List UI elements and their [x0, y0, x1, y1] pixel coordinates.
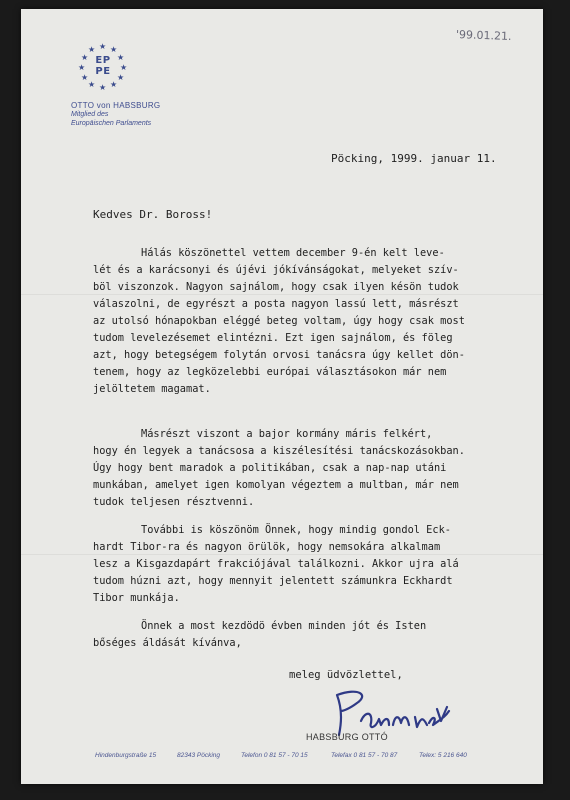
text-line: böl viszonzok. Nagyon sajnálom, hogy csak ilyen késön tudok	[93, 281, 459, 293]
star-icon: ★	[88, 80, 96, 89]
text-line: hogy én legyek a tanácsosa a kiszélesítési tanácskozásokban.	[93, 445, 465, 457]
text-line: bőséges áldását kívánva,	[93, 637, 242, 649]
paragraph-3	[93, 522, 503, 607]
footer-street: Hindenburgstraße 15	[95, 752, 157, 759]
text-line: Önnek a most kezdödö évben minden jót és Isten	[141, 620, 427, 632]
letter-sheet	[21, 9, 543, 784]
text-line: tudom húzni azt, hogy mennyit jelentett számunkra Eckhardt	[93, 575, 453, 587]
logo-text-top: EP	[95, 55, 111, 66]
text-line: hardt Tibor-ra és nagyon örülök, hogy nemsokára alkalmam	[93, 541, 441, 553]
star-icon: ★	[99, 83, 107, 92]
footer-telefax: Telefax 0 81 57 - 70 87	[331, 752, 398, 759]
text-line: Úgy hogy bent maradok a politikában, csak a nap-nap utáni	[93, 462, 447, 474]
paragraph-1	[93, 245, 503, 398]
text-line: Másrészt viszont a bajor kormány máris felkért,	[141, 428, 433, 440]
footer-city: 82343 Pöcking	[177, 752, 221, 759]
star-icon: ★	[120, 63, 128, 72]
salutation: Kedves Dr. Boross!	[93, 208, 213, 221]
paragraph-4	[93, 618, 503, 652]
star-icon: ★	[117, 53, 125, 62]
text-line: tenem, hogy az legközelebbi európai választásokon már nem	[93, 366, 447, 378]
text-line: lesz a Kisgazdapárt frakciójával találkozni. Akkor ujra alá	[93, 558, 459, 570]
text-line: Hálás köszönettel vettem december 9-én kelt leve-	[141, 247, 445, 259]
text-line: Tibor munkája.	[93, 592, 180, 604]
star-icon: ★	[99, 42, 107, 51]
footer-telefon: Telefon 0 81 57 - 70 15	[241, 752, 308, 759]
text-line: jelöltetem magamat.	[93, 383, 211, 395]
star-icon: ★	[81, 73, 89, 82]
received-date-stamp: '99.01.21.	[455, 28, 512, 43]
footer-telex: Telex: 5 216 640	[419, 752, 467, 759]
logo-monogram	[91, 55, 115, 77]
signer-name: HABSBURG OTTÓ	[306, 732, 388, 742]
text-line: tudom levelezésemet elintézni. Ezt igen sajnálom, és föleg	[93, 332, 453, 344]
text-line: azt, hogy betegségem folytán orvosi tanácsra úgy kellet dön-	[93, 349, 465, 361]
place-date: Pöcking, 1999. januar 11.	[331, 152, 497, 165]
text-line: lét és a karácsonyi és újévi jókívánságokat, melyeket szív-	[93, 264, 459, 276]
star-icon: ★	[110, 45, 118, 54]
star-icon: ★	[81, 53, 89, 62]
letterhead	[71, 101, 160, 128]
text-line: válaszolni, de egyrészt a posta nagyon lassú lett, másrészt	[93, 298, 459, 310]
text-line: További is köszönöm Önnek, hogy mindig gondol Eck-	[141, 524, 451, 536]
closing: meleg üdvözlettel,	[289, 669, 403, 681]
star-icon: ★	[78, 63, 86, 72]
paragraph-2	[93, 426, 503, 511]
star-icon: ★	[117, 73, 125, 82]
star-icon: ★	[88, 45, 96, 54]
text-line: tudok teljesen résztvenni.	[93, 496, 255, 508]
letterhead-subtitle-1: Mitglied des	[71, 111, 109, 118]
logo-text-bottom: PE	[95, 66, 111, 77]
letterhead-name: OTTO von HABSBURG	[71, 101, 161, 110]
star-icon: ★	[110, 80, 118, 89]
eppe-logo	[79, 43, 127, 91]
text-line: munkában, amelyet igen komolyan végeztem a multban, már nem	[93, 479, 459, 491]
letterhead-subtitle-2: Europäischen Parlaments	[71, 120, 152, 127]
text-line: az utolsó hónapokban eléggé beteg voltam, úgy hogy csak most	[93, 315, 465, 327]
